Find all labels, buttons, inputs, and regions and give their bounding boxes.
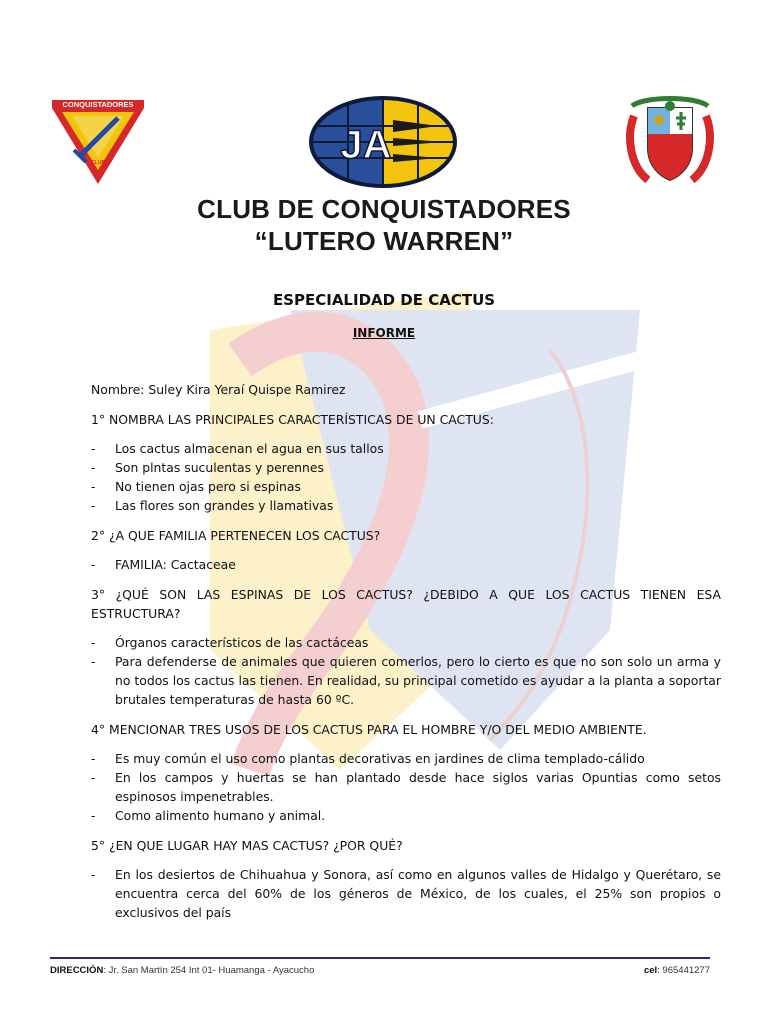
answers-3 xyxy=(91,633,721,709)
student-name: Nombre: Suley Kira Yeraí Quispe Ramirez xyxy=(91,382,346,397)
pathfinder-shield-logo xyxy=(50,98,146,186)
question-2: 2° ¿A QUE FAMILIA PERTENECEN LOS CACTUS? xyxy=(91,528,381,543)
answer-item: - No tienen ojas pero si espinas xyxy=(91,477,721,496)
logo-left-sub: CLUB xyxy=(91,160,105,166)
club-title-line2: “LUTERO WARREN” xyxy=(254,226,514,256)
address-value: : Jr. San Martín 254 Int 01- Huamanga - Ayacucho xyxy=(103,965,315,976)
question-5: 5° ¿EN QUE LUGAR HAY MAS CACTUS? ¿POR QUÉ? xyxy=(91,838,403,853)
answer-item: - Órganos característicos de las cactáceas xyxy=(91,633,721,652)
answer-item: - Son plntas suculentas y perennes xyxy=(91,458,721,477)
specialty-title: ESPECIALIDAD DE CACTUS xyxy=(272,291,496,309)
phone-value: : 965441277 xyxy=(657,965,710,976)
club-title-line1: CLUB DE CONQUISTADORES xyxy=(197,194,571,224)
answers-2 xyxy=(91,555,721,574)
footer-phone xyxy=(644,965,710,976)
answer-item: - Es muy común el uso como plantas decorativas en jardines de clima templado-cálido xyxy=(91,749,721,768)
answer-item: - Para defenderse de animales que quieren comerlos, pero lo cierto es que no son solo un arma y no todos los cactus las tienen. En realidad, su principal cometido es ayudar a la planta a soportar brutales temperaturas de hasta 60 ºC. xyxy=(91,652,721,709)
question-4: 4° MENCIONAR TRES USOS DE LOS CACTUS PARA EL HOMBRE Y/O DEL MEDIO AMBIENTE. xyxy=(91,722,647,737)
footer-rule xyxy=(50,957,710,959)
answer-item: - Como alimento humano y animal. xyxy=(91,806,721,825)
question-1: 1° NOMBRA LAS PRINCIPALES CARACTERÍSTICAS DE UN CACTUS: xyxy=(91,412,494,427)
answers-1 xyxy=(91,439,721,515)
report-body xyxy=(91,380,721,933)
footer-address xyxy=(50,965,314,976)
peru-coat-of-arms xyxy=(624,96,716,186)
answer-item: - FAMILIA: Cactaceae xyxy=(91,555,721,574)
question-3: 3° ¿QUÉ SON LAS ESPINAS DE LOS CACTUS? ¿DEBIDO A QUE LOS CACTUS TIENEN ESA ESTRUCTURA? xyxy=(91,587,721,621)
ja-globe-logo xyxy=(308,96,458,188)
phone-label: cel xyxy=(643,965,658,976)
logo-center-text: JA xyxy=(340,123,392,167)
report-label: INFORME xyxy=(352,326,416,340)
answer-item: - En los desiertos de Chihuahua y Sonora, así como en algunos valles de Hidalgo y Querétaro, se encuentra cerca del 60% de los géneros de México, de los cuales, el 25% son propios o exclusivos del país xyxy=(91,865,721,922)
answers-5 xyxy=(91,865,721,922)
answer-item: - Los cactus almacenan el agua en sus tallos xyxy=(91,439,721,458)
address-label: DIRECCIÓN xyxy=(50,965,104,976)
logo-left-text: CONQUISTADORES xyxy=(62,100,134,109)
answer-item: - En los campos y huertas se han plantado desde hace siglos varias Opuntias como setos espinosos impenetrables. xyxy=(91,768,721,806)
footer xyxy=(50,965,710,981)
answers-4 xyxy=(91,749,721,825)
answer-item: - Las flores son grandes y llamativas xyxy=(91,496,721,515)
